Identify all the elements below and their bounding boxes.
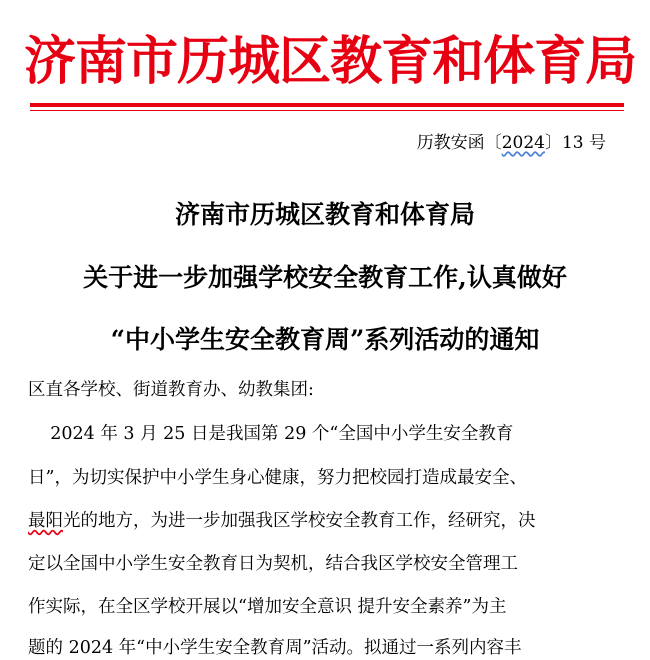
body-line: 2024 年 3 月 25 日是我国第 29 个“全国中小学生安全教育 [28, 424, 514, 444]
body-line: 日”，为切实保护中小学生身心健康，努力把校园打造成最安全、 [28, 468, 527, 488]
red-divider-thick [30, 103, 624, 107]
title-line-3: “中小学生安全教育周”系列活动的通知 [110, 325, 540, 354]
doc-number-suffix: 〕13 号 [544, 133, 606, 153]
body-line: 题的 2024 年“中小学生安全教育周”活动。拟通过一系列内容丰 [28, 638, 522, 658]
header-char: 教 [330, 30, 382, 92]
body-line: 作实际，在全区学校开展以“增加安全意识 提升安全素养”为主 [28, 597, 507, 617]
body-line: 定以全国中小学生安全教育日为契机，结合我区学校安全管理工 [28, 554, 518, 574]
header-char: 历 [177, 30, 229, 92]
title-line-2: 关于进一步加强学校安全教育工作,认真做好 [83, 263, 567, 292]
body-line [28, 507, 632, 532]
spellcheck-marked-text: 最阳 [28, 511, 63, 531]
header-char: 局 [585, 30, 637, 92]
header-char: 区 [279, 30, 331, 92]
body-line-rest: 光的地方，为进一步加强我区学校安全教育工作，经研究，决 [63, 511, 536, 531]
header-char: 济 [24, 30, 76, 92]
header-char: 城 [228, 30, 280, 92]
doc-number-year: 2024 [501, 133, 545, 153]
red-header-title [24, 14, 637, 98]
header-char: 育 [534, 30, 586, 92]
header-char: 市 [126, 30, 178, 92]
red-divider-thin [30, 110, 624, 111]
header-char: 育 [381, 30, 433, 92]
salutation: 区直各学校、街道教育办、幼教集团: [28, 380, 314, 400]
header-char: 和 [432, 30, 484, 92]
header-char: 南 [75, 30, 127, 92]
document-number [417, 128, 606, 153]
header-char: 体 [483, 30, 535, 92]
title-line-1: 济南市历城区教育和体育局 [174, 200, 475, 229]
doc-number-prefix: 历教安函〔 [416, 133, 502, 153]
